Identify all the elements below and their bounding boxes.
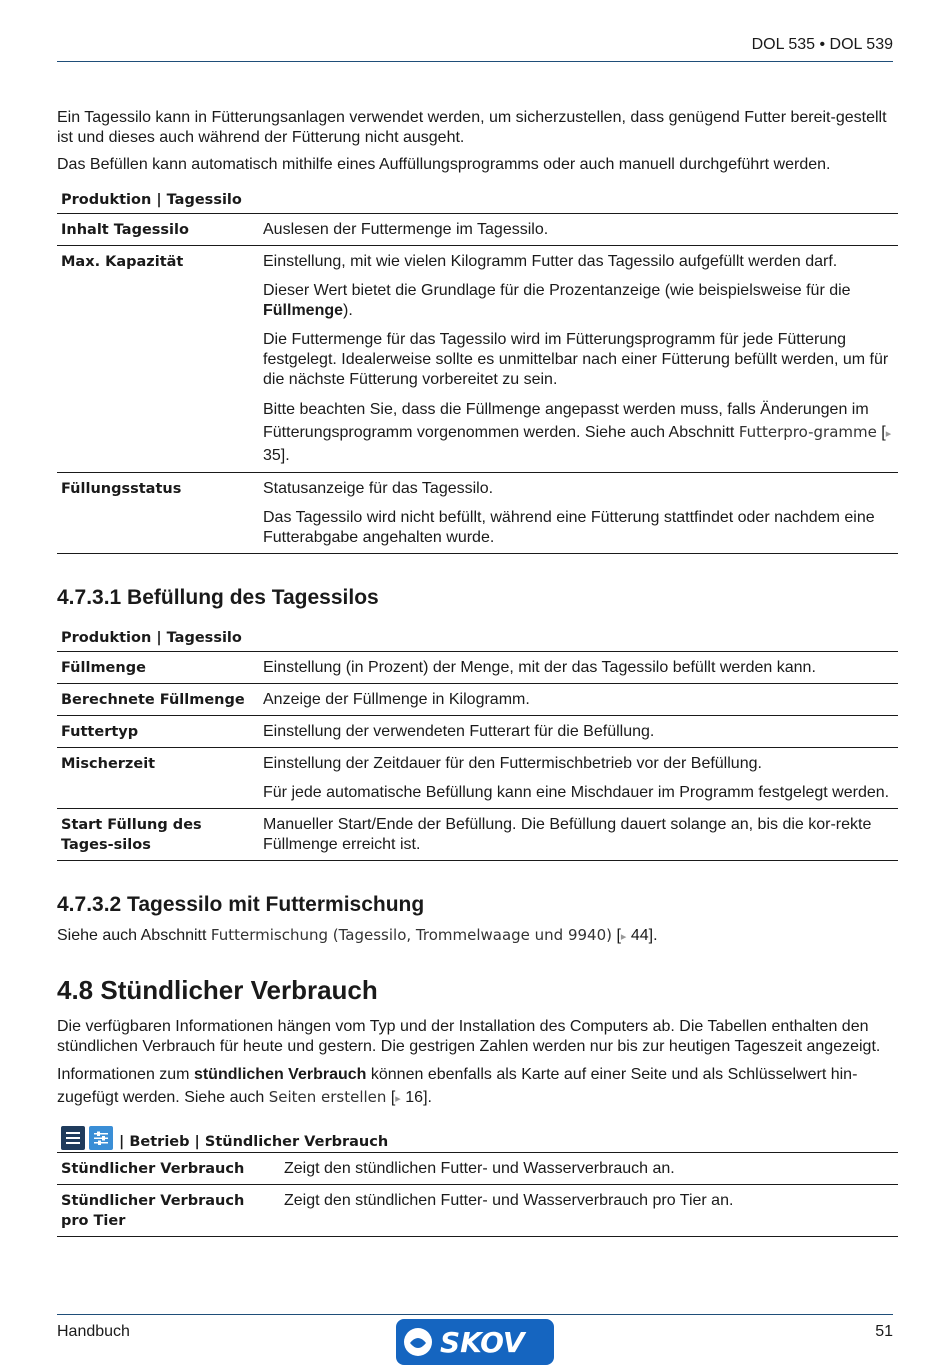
page-header (57, 36, 893, 62)
row-value: Einstellung der verwendeten Futterart für die Befüllung. (263, 716, 898, 748)
row-value (263, 246, 898, 473)
page-ref-number[interactable]: 44 (630, 927, 649, 944)
table-silo-filling (57, 652, 898, 861)
table3-caption-text: | Betrieb | Stündlicher Verbrauch (119, 1134, 389, 1150)
cross-reference-link[interactable]: Seiten erstellen (268, 1088, 387, 1106)
section-paragraph: Die verfügbaren Informationen hängen vom Typ und der Installation des Computers ab. Die Tabellen enthalten den stündlichen Verbrauch für heute und gestern. Die gestrigen Zahlen werden nur bis zur heutigen Tageszeit angezeigt. (57, 1018, 881, 1055)
row-paragraph: Einstellung der Zeitdauer für den Futtermischbetrieb vor der Befüllung. (263, 755, 762, 772)
row-value: Manueller Start/Ende der Befüllung. Die Befüllung dauert solange an, bis die kor-rekte Füllmenge erreicht ist. (263, 809, 898, 861)
section-paragraph: Informationen zum stündlichen Verbrauch können ebenfalls als Karte auf einer Seite und als Schlüsselwert hin-zugefügt werden. Siehe auch Seiten erstellen [▸ 16]. (57, 1066, 858, 1106)
menu-icon[interactable] (61, 1126, 85, 1150)
row-value (263, 748, 898, 809)
row-key: Inhalt Tagessilo (61, 222, 189, 238)
page-footer (57, 1314, 893, 1359)
table-row (57, 1153, 898, 1185)
row-paragraph: Für jede automatische Befüllung kann eine Mischdauer im Programm festgelegt werden. (263, 784, 890, 801)
intro-paragraph-2: Das Befüllen kann automatisch mithilfe eines Auffüllungsprogramms oder auch manuell durchgeführt werden. (57, 156, 831, 173)
table-row (57, 652, 898, 684)
row-paragraph: Einstellung, mit wie vielen Kilogramm Futter das Tagessilo aufgefüllt werden darf. (263, 253, 838, 270)
table-row (57, 246, 898, 473)
bold-term: stündlichen Verbrauch (193, 1066, 367, 1083)
row-value: Zeigt den stündlichen Futter- und Wasserverbrauch an. (284, 1160, 675, 1177)
footer-label: Handbuch (57, 1323, 130, 1340)
row-value: Auslesen der Futtermenge im Tagessilo. (263, 221, 549, 238)
cross-reference-link[interactable]: Futtermischung (Tagessilo, Trommelwaage und 9940) (210, 926, 612, 944)
row-value: Anzeige der Füllmenge in Kilogramm. (263, 684, 898, 716)
row-paragraph: Die Futtermenge für das Tagessilo wird im Fütterungsprogramm für jede Fütterung festgelegt. Idealerweise sollte es unmittelbar nach einer Fütterung befüllt werden, um für die nächste Fütterung vorbereitet zu sein. (263, 331, 889, 388)
row-key: Stündlicher Verbrauch pro Tier (57, 1185, 284, 1237)
table-row (57, 748, 898, 809)
row-value (263, 473, 898, 554)
row-key: Start Füllung des Tages-silos (57, 809, 263, 861)
row-paragraph: Statusanzeige für das Tagessilo. (263, 480, 494, 497)
row-value: Zeigt den stündlichen Futter- und Wasserverbrauch pro Tier an. (284, 1185, 898, 1237)
cross-reference-link[interactable]: Futterpro-gramme (738, 423, 877, 441)
header-title: DOL 535 • DOL 539 (751, 36, 893, 53)
row-value: Einstellung (in Prozent) der Menge, mit der das Tagessilo befüllt werden kann. (263, 659, 816, 676)
table-row (57, 716, 898, 748)
row-key: Berechnete Füllmenge (57, 684, 263, 716)
page-ref-arrow-icon: ▸ (620, 931, 627, 943)
section-reference-paragraph: Siehe auch Abschnitt Futtermischung (Tagessilo, Trommelwaage und 9940) [▸ 44]. (57, 926, 658, 944)
table-row (57, 473, 898, 554)
settings-icon[interactable] (89, 1126, 113, 1150)
intro-paragraph-1: Ein Tagessilo kann in Fütterungsanlagen verwendet werden, um sicherzustellen, dass genügend Futter bereit-gestellt ist und dieses auch während der Fütterung nicht ausgeht. (57, 109, 887, 146)
page-content (57, 108, 898, 1263)
table-row (57, 1185, 898, 1237)
table-daily-silo (57, 214, 898, 554)
page-ref-number[interactable]: 16 (405, 1089, 424, 1106)
row-key: Füllungsstatus (57, 473, 263, 554)
section-heading-4-7-3-2: 4.7.3.2 Tagessilo mit Futtermischung (57, 893, 425, 916)
row-key: Füllmenge (61, 660, 146, 676)
row-key: Max. Kapazität (57, 246, 263, 473)
skov-logo (396, 1319, 554, 1365)
row-paragraph: Das Tagessilo wird nicht befüllt, während eine Fütterung stattfindet oder nachdem eine Futterabgabe angehalten wurde. (263, 509, 875, 546)
row-key: Stündlicher Verbrauch (61, 1161, 245, 1177)
bold-term: Füllmenge (263, 302, 344, 319)
logo-text: SKOV (440, 1326, 525, 1359)
table-row (57, 684, 898, 716)
row-paragraph: Dieser Wert bietet die Grundlage für die Prozentanzeige (wie beispielsweise für die Füllmenge). (263, 282, 851, 319)
page-ref-arrow-icon: ▸ (885, 428, 892, 440)
table-hourly-consumption (57, 1153, 898, 1237)
table1-caption: Produktion | Tagessilo (57, 186, 898, 214)
table-row (57, 809, 898, 861)
section-heading-4-7-3-1: 4.7.3.1 Befüllung des Tagessilos (57, 586, 379, 609)
row-key: Mischerzeit (57, 748, 263, 809)
table3-caption (57, 1122, 898, 1153)
table-row (57, 214, 898, 246)
page-number: 51 (875, 1323, 893, 1340)
row-paragraph: Bitte beachten Sie, dass die Füllmenge angepasst werden muss, falls Änderungen im Fütterungsprogramm vorgenommen werden. Siehe auch Abschnitt Futterpro-gramme [▸ 35]. (263, 401, 892, 464)
row-key: Futtertyp (57, 716, 263, 748)
section-heading-4-8: 4.8 Stündlicher Verbrauch (57, 975, 378, 1005)
table2-caption: Produktion | Tagessilo (57, 624, 898, 652)
page-ref-number[interactable]: 35 (263, 447, 281, 464)
page-ref-arrow-icon: ▸ (395, 1093, 401, 1105)
